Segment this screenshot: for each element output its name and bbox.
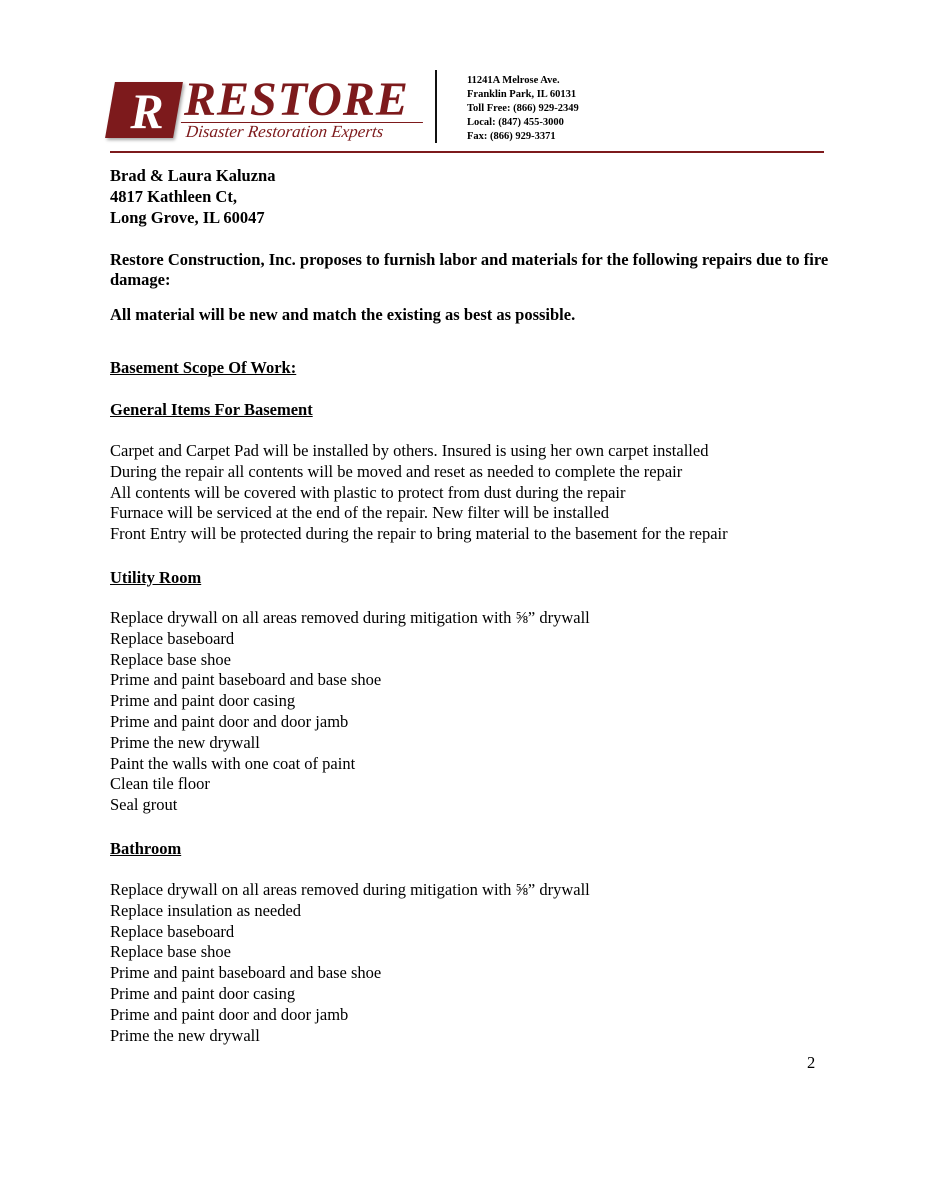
section-title-utility-room: Utility Room [110, 568, 202, 587]
utility-room-items-list [110, 608, 590, 816]
list-item: Replace baseboard [110, 628, 235, 648]
proposal-intro: Restore Construction, Inc. proposes to furnish labor and materials for the following repairs due to fire damage: [110, 250, 829, 289]
recipient-city: Long Grove, IL 60047 [110, 208, 265, 227]
bathroom-items-list [110, 880, 590, 1046]
list-item: Prime and paint door casing [110, 983, 296, 1003]
list-item: Prime the new drywall [110, 1025, 260, 1045]
list-item: Replace base shoe [110, 942, 231, 962]
list-item: Replace drywall on all areas removed during mitigation with ⅝” drywall [110, 608, 590, 627]
material-note: All material will be new and match the existing as best as possible. [110, 305, 576, 324]
list-item: Furnace will be serviced at the end of the repair. New filter will be installed [110, 503, 609, 523]
list-item: Carpet and Carpet Pad will be installed by others. Insured is using her own carpet installed [110, 441, 709, 460]
list-item: All contents will be covered with plastic to protect from dust during the repair [110, 482, 626, 502]
list-item: Prime and paint door and door jamb [110, 711, 349, 731]
list-item: Prime and paint baseboard and base shoe [110, 963, 382, 983]
list-item: Prime and paint door and door jamb [110, 1004, 349, 1024]
list-item: Replace base shoe [110, 649, 231, 669]
recipient-address [110, 165, 275, 228]
letterhead-divider [435, 70, 437, 143]
local-phone: Local: (847) 455-3000 [467, 117, 564, 128]
section-title-bathroom: Bathroom [110, 839, 182, 858]
address-line-1: 11241A Melrose Ave. [467, 75, 560, 86]
letterhead-rule [110, 151, 824, 153]
restore-logo [110, 73, 422, 144]
page-number: 2 [807, 1053, 816, 1072]
list-item: During the repair all contents will be moved and reset as needed to complete the repair [110, 461, 683, 481]
recipient-names: Brad & Laura Kaluzna [110, 166, 276, 185]
list-item: Replace drywall on all areas removed during mitigation with ⅝” drywall [110, 880, 590, 899]
toll-free-phone: Toll Free: (866) 929-2349 [467, 103, 579, 114]
logo-tagline: Disaster Restoration Experts [179, 122, 423, 141]
fax-number: Fax: (866) 929-3371 [467, 131, 556, 142]
recipient-street: 4817 Kathleen Ct, [110, 187, 237, 206]
list-item: Front Entry will be protected during the repair to bring material to the basement for the repair [110, 524, 728, 544]
list-item: Paint the walls with one coat of paint [110, 753, 356, 773]
list-item: Prime the new drywall [110, 732, 260, 752]
contact-block [467, 74, 579, 144]
list-item: Replace insulation as needed [110, 900, 302, 920]
list-item: Prime and paint baseboard and base shoe [110, 670, 382, 690]
scope-title: Basement Scope Of Work: [110, 358, 297, 377]
list-item: Replace baseboard [110, 921, 235, 941]
list-item: Seal grout [110, 795, 178, 815]
address-line-2: Franklin Park, IL 60131 [467, 89, 577, 100]
section-title-general: General Items For Basement [110, 400, 313, 419]
general-items-list [110, 441, 728, 545]
logo-badge-letter: R [130, 83, 164, 139]
list-item: Prime and paint door casing [110, 691, 296, 711]
list-item: Clean tile floor [110, 774, 210, 794]
logo-wordmark: RESTORE [184, 73, 409, 126]
